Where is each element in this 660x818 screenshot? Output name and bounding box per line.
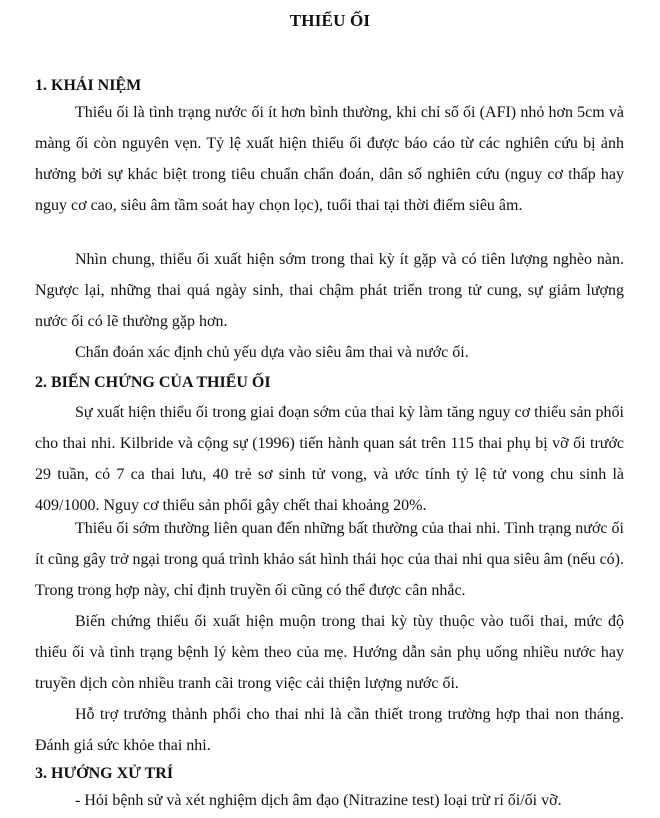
- list-item: - Hỏi bệnh sử và xét nghiệm dịch âm đạo (Nitrazine test) loại trừ rỉ ối/ối vỡ.: [75, 792, 562, 809]
- paragraph: Thiểu ối sớm thường liên quan đến những bất thường của thai nhi. Tình trạng nước ối ít cũng gây trở ngại trong quá trình khảo sát hình thái học của thai nhi qua siêu âm (nếu có). Trong trong hợp này, chỉ định truyền ối cũng có thể được cân nhắc.: [35, 520, 624, 599]
- document-title: THIỂU ỐI: [289, 11, 371, 30]
- section-heading-bien-chung: 2. BIẾN CHỨNG CỦA THIỂU ỐI: [35, 374, 271, 391]
- paragraph: Thiểu ối là tình trạng nước ối ít hơn bình thường, khi chỉ số ối (AFI) nhỏ hơn 5cm và màng ối còn nguyên vẹn. Tỷ lệ xuất hiện thiểu ối được báo cáo từ các nghiên cứu bị ảnh hưởng bởi sự khác biệt trong tiêu chuẩn chẩn đoán, dân số nghiên cứu (nguy cơ thấp hay nguy cơ cao, siêu âm tầm soát hay chọn lọc), tuổi thai tại thời điểm siêu âm.: [35, 104, 624, 214]
- paragraph: Sự xuất hiện thiểu ối trong giai đoạn sớm của thai kỳ làm tăng nguy cơ thiểu sản phổi cho thai nhi. Kilbride và cộng sự (1996) tiến hành quan sát trên 115 thai phụ bị vỡ ối trước 29 tuần, có 7 ca thai lưu, 40 trẻ sơ sinh tử vong, và ước tính tỷ lệ tử vong chu sinh là 409/1000. Nguy cơ thiểu sản phổi gây chết thai khoảng 20%.: [35, 404, 624, 514]
- paragraph: Biến chứng thiểu ối xuất hiện muộn trong thai kỳ tùy thuộc vào tuổi thai, mức độ thiểu ối và tình trạng bệnh lý kèm theo của mẹ. Hướng dẫn sản phụ uống nhiều nước hay truyền dịch còn nhiều tranh cãi trong việc cải thiện lượng nước ối.: [35, 613, 624, 692]
- section-heading-huong-xu-tri: 3. HƯỚNG XỬ TRÍ: [35, 765, 174, 782]
- paragraph: Hỗ trợ trưởng thành phổi cho thai nhi là cần thiết trong trường hợp thai non tháng. Đánh giá sức khỏe thai nhi.: [35, 706, 624, 754]
- paragraph: Nhìn chung, thiểu ối xuất hiện sớm trong thai kỳ ít gặp và có tiên lượng nghèo nàn. Ngược lại, những thai quá ngày sinh, thai chậm phát triển trong tử cung, sự giảm lượng nước ối có lẽ thường gặp hơn.: [35, 251, 624, 330]
- paragraph: Chẩn đoán xác định chủ yếu dựa vào siêu âm thai và nước ối.: [75, 344, 469, 361]
- section-heading-khai-niem: 1. KHÁI NIỆM: [35, 77, 142, 94]
